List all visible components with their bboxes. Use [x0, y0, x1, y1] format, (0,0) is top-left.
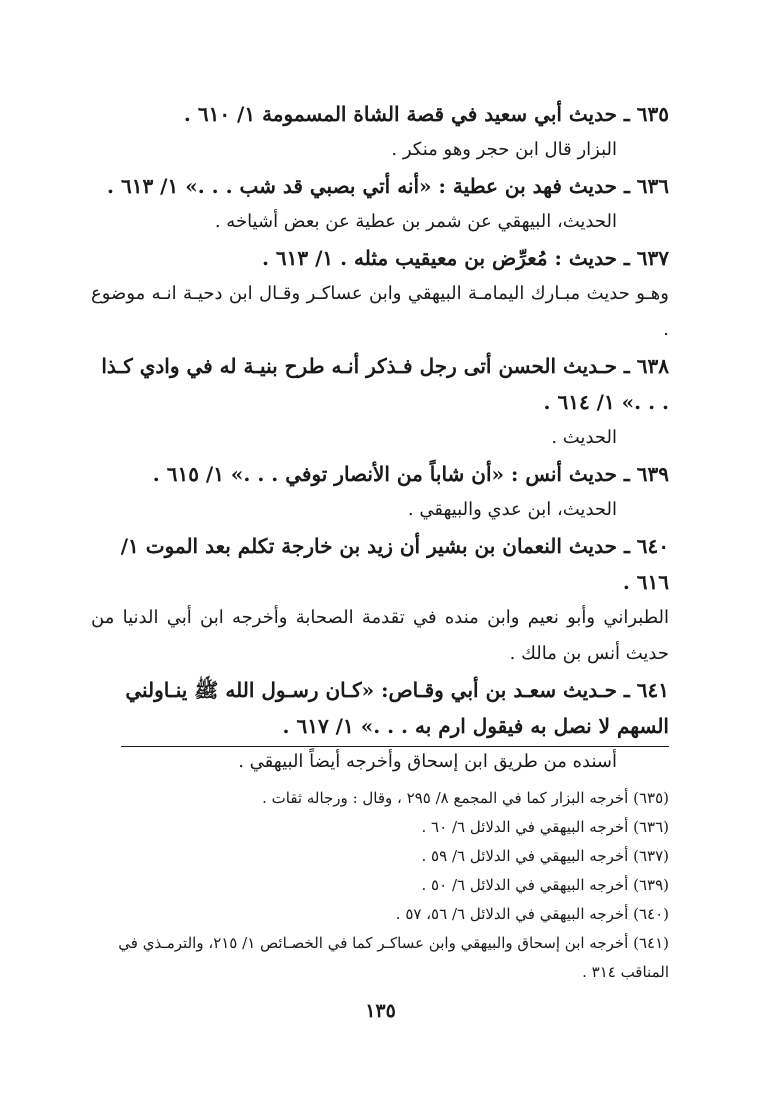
entry-body: الحديث، البيهقي عن شمر بن عطية عن بعض أشياخه . — [214, 211, 617, 232]
footnotes — [91, 784, 669, 987]
footnote-636: (٦٣٦) أخرجه البيهقي في الدلائل ٦/ ٦٠ . — [421, 818, 669, 836]
entry-639 — [91, 456, 669, 528]
entry-heading: ٦٣٦ ـ حديث فهد بن عطية : «أنه أتي بصبي قد شب . . .» ١/ ٦١٣ . — [107, 174, 669, 198]
footnote-divider — [121, 746, 669, 747]
entry-637 — [91, 240, 669, 348]
entry-heading: ٦٣٧ ـ حديث : مُعرِّض بن معيقيب مثله . ١/ ٦١٣ . — [261, 246, 669, 270]
footnote-639: (٦٣٩) أخرجه البيهقي في الدلائل ٦/ ٥٠ . — [421, 876, 669, 894]
entry-body: وهـو حديث مبـارك اليمامـة البيهقي وابن عساكـر وقـال ابن دحيـة انـه موضوع . — [91, 283, 669, 340]
entry-heading: ٦٤٠ ـ حديث النعمان بن بشير أن زيد بن خارجة تكلم بعد الموت ١/ ٦١٦ . — [120, 534, 669, 594]
footnote-637: (٦٣٧) أخرجه البيهقي في الدلائل ٦/ ٥٩ . — [421, 847, 669, 865]
entry-body: الطبراني وأبو نعيم وابن منده في تقدمة الصحابة وأخرجه ابن أبي الدنيا من حديث أنس بن مالك . — [91, 607, 669, 664]
page-number: ١٣٥ — [365, 1000, 396, 1022]
entry-641 — [91, 672, 669, 780]
entry-heading: ٦٤١ ـ حـديث سعـد بن أبي وقـاص: «كـان رسـول الله ﷺ ينـاولني السهم لا نصل به فيقول ارم به . . .» ١/ ٦١٧ . — [125, 678, 669, 738]
entry-body: أسنده من طريق ابن إسحاق وأخرجه أيضاً البيهقي . — [238, 751, 617, 772]
entry-heading: ٦٣٨ ـ حـديث الحسن أتى رجل فـذكر أنـه طرح بنيـة له في وادي كـذا . . .» ١/ ٦١٤ . — [101, 354, 669, 414]
entry-body: البزار قال ابن حجر وهو منكر . — [391, 139, 617, 160]
entry-body: الحديث، ابن عدي والبيهقي . — [407, 499, 617, 520]
footnote-641: (٦٤١) أخرجه ابن إسحاق والبيهقي وابن عساكـر كما في الخصـائص ١/ ٢١٥، والترمـذي في المناقب ٣١٤ . — [118, 934, 669, 981]
entry-635 — [91, 96, 669, 168]
entry-638 — [91, 348, 669, 456]
entry-heading: ٦٣٩ ـ حديث أنس : «أن شاباً من الأنصار توفي . . .» ١/ ٦١٥ . — [152, 462, 669, 486]
entry-636 — [91, 168, 669, 240]
entry-body: الحديث . — [551, 427, 617, 448]
main-text — [91, 96, 669, 780]
footnote-640: (٦٤٠) أخرجه البيهقي في الدلائل ٦/ ٥٦، ٥٧ . — [395, 905, 669, 923]
footnote-635: (٦٣٥) أخرجه البزار كما في المجمع ٨/ ٢٩٥ ، وقال : ورجاله ثقات . — [262, 789, 669, 807]
entry-heading: ٦٣٥ ـ حديث أبي سعيد في قصة الشاة المسمومة ١/ ٦١٠ . — [183, 102, 669, 126]
entry-640 — [91, 528, 669, 672]
